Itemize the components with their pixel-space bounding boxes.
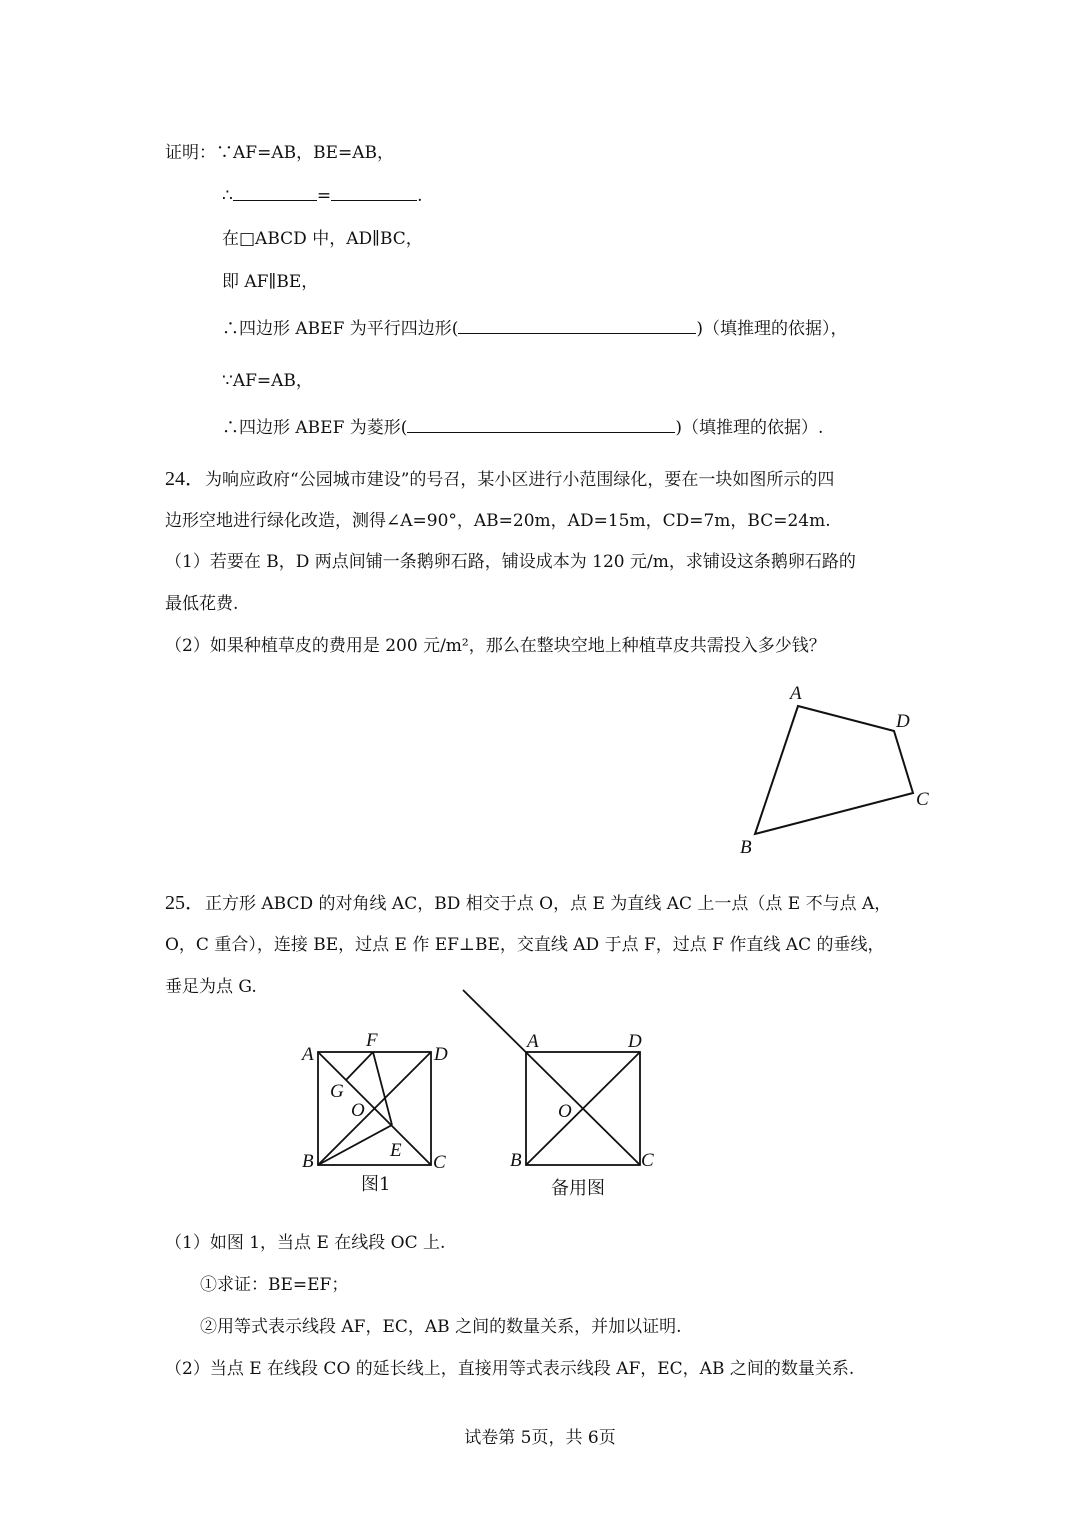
equals-sign: = [316, 186, 332, 206]
figure-1 [318, 1052, 431, 1165]
period: . [417, 186, 423, 206]
q25-stem-line-1 [165, 891, 891, 916]
q24-stem-line-1 [165, 467, 834, 492]
vertex-label-b: B [740, 837, 752, 858]
q25-part-2: （2）当点 E 在线段 CO 的延长线上，直接用等式表示线段 AF，EC，AB 之间的数量关系. [165, 1359, 855, 1379]
backup-label-c: C [641, 1150, 654, 1171]
fig1-label-c: C [433, 1152, 446, 1173]
q24-number: 24． [165, 468, 205, 490]
figure-backup [463, 990, 640, 1165]
q25-stem-line-3: 垂足为点 G. [165, 977, 257, 997]
proof-line-7-prefix: ∴四边形 ABEF 为菱形( [222, 418, 408, 438]
diagonal-bd-backup [526, 1052, 640, 1165]
backup-label-d: D [628, 1031, 642, 1052]
q24-part-1-line-1: （1）若要在 B，D 两点间铺一条鹅卵石路，铺设成本为 120 元/m，求铺设这条鹅卵石路的 [165, 552, 856, 572]
backup-label-a: A [527, 1031, 539, 1052]
proof-line-7 [222, 416, 823, 440]
proof-line-1: 证明：∵AF=AB，BE=AB， [165, 143, 395, 163]
backup-label-b: B [510, 1150, 522, 1171]
answer-blank-1[interactable] [233, 184, 317, 201]
segment-ef [373, 1052, 392, 1125]
fig1-caption: 图1 [361, 1174, 391, 1195]
reason-blank-1[interactable] [458, 317, 696, 334]
fig1-label-b: B [302, 1151, 314, 1172]
q25-stem-text-1: 正方形 ABCD 的对角线 AC，BD 相交于点 O，点 E 为直线 AC 上一点（点 E 不与点 A， [205, 894, 892, 914]
vertex-label-c: C [916, 789, 929, 810]
fig1-label-d: D [434, 1044, 448, 1065]
page-footer: 试卷第 5页，共 6页 [464, 1428, 616, 1448]
q25-part-1-sub-2: ②用等式表示线段 AF，EC，AB 之间的数量关系，并加以证明. [200, 1317, 682, 1337]
fig1-label-e: E [390, 1140, 402, 1161]
q25-part-1: （1）如图 1，当点 E 在线段 OC 上. [165, 1233, 446, 1253]
diagonal-ac-extended [463, 990, 640, 1165]
q24-part-2: （2）如果种植草皮的费用是 200 元/m²，那么在整块空地上种植草皮共需投入多少钱？ [165, 636, 826, 656]
fig1-label-g: G [330, 1081, 344, 1102]
therefore-symbol: ∴ [222, 186, 233, 206]
fig1-label-f: F [366, 1030, 378, 1051]
quadrilateral-abcd [755, 706, 913, 834]
vertex-label-d: D [896, 711, 910, 732]
diagonal-ac-fig1 [318, 1052, 431, 1165]
fig1-label-a: A [302, 1044, 314, 1065]
proof-line-5 [222, 317, 848, 341]
answer-blank-2[interactable] [331, 184, 417, 201]
diagonal-bd-fig1 [318, 1052, 431, 1165]
backup-label-o: O [558, 1101, 572, 1122]
reason-blank-2[interactable] [407, 416, 675, 433]
proof-line-5-suffix: )（填推理的依据）， [696, 319, 848, 339]
backup-caption: 备用图 [551, 1178, 605, 1199]
proof-line-2 [222, 184, 422, 208]
segment-fg [346, 1052, 373, 1080]
q25-part-1-sub-1: ①求证：BE=EF； [200, 1275, 349, 1295]
proof-line-5-prefix: ∴四边形 ABEF 为平行四边形( [222, 319, 459, 339]
fig1-label-o: O [351, 1100, 365, 1121]
vertex-label-a: A [790, 683, 802, 704]
proof-line-4: 即 AF∥BE， [222, 272, 319, 292]
q25-number: 25． [165, 892, 205, 914]
proof-line-3: 在□ABCD 中，AD∥BC， [222, 229, 423, 249]
proof-line-6: ∵AF=AB， [222, 371, 313, 391]
q24-stem-text-1: 为响应政府“公园城市建设”的号召，某小区进行小范围绿化，要在一块如图所示的四 [205, 470, 835, 490]
q25-stem-line-2: O，C 重合），连接 BE，过点 E 作 EF⊥BE，交直线 AD 于点 F，过点 F 作直线 AC 的垂线， [165, 935, 885, 955]
square-abcd-fig1 [318, 1052, 431, 1165]
proof-line-7-suffix: )（填推理的依据）. [675, 418, 824, 438]
q24-part-1-line-2: 最低花费. [165, 594, 239, 614]
segment-be [318, 1125, 392, 1165]
q24-stem-line-2: 边形空地进行绿化改造，测得∠A=90°，AB=20m，AD=15m，CD=7m，BC=24m. [165, 511, 831, 531]
square-abcd-backup [526, 1052, 640, 1165]
